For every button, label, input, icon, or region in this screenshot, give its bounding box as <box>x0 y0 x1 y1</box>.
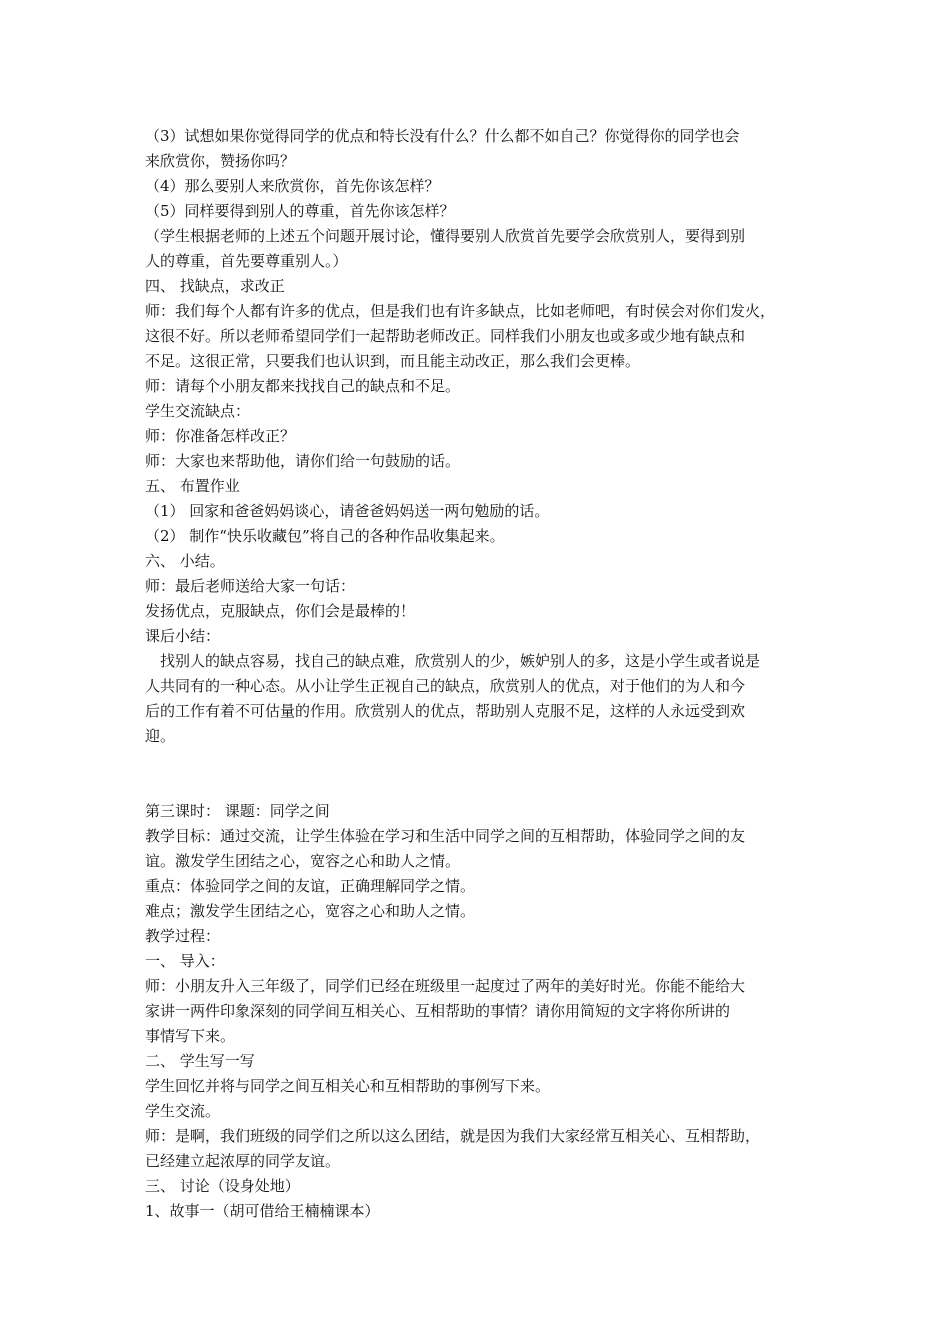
text-line: 谊。激发学生团结之心，宽容之心和助人之情。 <box>145 852 461 870</box>
text-line: 师：我们每个人都有许多的优点，但是我们也有许多缺点，比如老师吧，有时侯会对你们发火， <box>145 302 776 320</box>
section-heading: 三、 讨论（设身处地） <box>145 1177 300 1195</box>
summary-line: 迎。 <box>145 727 176 745</box>
text-line: 课后小结： <box>145 627 221 645</box>
text-line: 不足。这很正常，只要我们也认识到，而且能主动改正，那么我们会更棒。 <box>145 352 641 370</box>
text-line: 师：大家也来帮助他，请你们给一句鼓励的话。 <box>145 452 461 470</box>
text-line: （学生根据老师的上述五个问题开展讨论，懂得要别人欣赏首先要学会欣赏别人，要得到别 <box>145 227 746 245</box>
text-line: 人的尊重，首先要尊重别人。） <box>145 252 348 270</box>
text-line: 师：是啊，我们班级的同学们之所以这么团结，就是因为我们大家经常互相关心、互相帮助， <box>145 1127 761 1145</box>
text-line: 师：小朋友升入三年级了，同学们已经在班级里一起度过了两年的美好时光。你能不能给大 <box>145 977 746 995</box>
text-line: 家讲一两件印象深刻的同学间互相关心、互相帮助的事情？请你用简短的文字将你所讲的 <box>145 1002 731 1020</box>
summary-line: 后的工作有着不可估量的作用。欣赏别人的优点，帮助别人克服不足，这样的人永远受到欢 <box>145 702 746 720</box>
third-lesson-section <box>145 799 811 1224</box>
summary-line: 找别人的缺点容易，找自己的缺点难，欣赏别人的少，嫉妒别人的多，这是小学生或者说是 <box>160 652 761 670</box>
summary-line: 人共同有的一种心态。从小让学生正视自己的缺点，欣赏别人的优点，对于他们的为人和今 <box>145 677 746 695</box>
text-line: 师：最后老师送给大家一句话： <box>145 577 356 595</box>
text-line: 发扬优点，克服缺点，你们会是最棒的！ <box>145 602 416 620</box>
text-line: 已经建立起浓厚的同学友谊。 <box>145 1152 341 1170</box>
text-line: 重点：体验同学之间的友谊，正确理解同学之情。 <box>145 877 476 895</box>
text-line: 教学过程： <box>145 927 221 945</box>
section-heading: 五、 布置作业 <box>145 477 240 495</box>
text-line: 1、故事一（胡可借给王楠楠课本） <box>145 1202 380 1220</box>
text-line: 学生交流缺点： <box>145 402 251 420</box>
text-line: 这很不好。所以老师希望同学们一起帮助老师改正。同样我们小朋友也或多或少地有缺点和 <box>145 327 746 345</box>
text-line: 师：请每个小朋友都来找找自己的缺点和不足。 <box>145 377 461 395</box>
lesson-title: 第三课时： 课题：同学之间 <box>145 802 330 820</box>
section-heading: 六、 小结。 <box>145 552 225 570</box>
text-line: 学生交流。 <box>145 1102 221 1120</box>
section-heading: 一、 导入： <box>145 952 225 970</box>
text-line: 教学目标：通过交流，让学生体验在学习和生活中同学之间的互相帮助，体验同学之间的友 <box>145 827 746 845</box>
homework-item: （1） 回家和爸爸妈妈谈心，请爸爸妈妈送一两句勉励的话。 <box>145 502 550 520</box>
section-heading: 四、 找缺点，求改正 <box>145 277 285 295</box>
section-heading: 二、 学生写一写 <box>145 1052 255 1070</box>
document-body <box>145 124 811 1224</box>
text-line: （4）那么要别人来欣赏你，首先你该怎样？ <box>145 177 440 195</box>
homework-item: （2） 制作“快乐收藏包”将自己的各种作品收集起来。 <box>145 527 505 545</box>
post-class-summary <box>145 649 811 749</box>
text-line: （5）同样要得到别人的尊重，首先你该怎样？ <box>145 202 455 220</box>
text-line: 事情写下来。 <box>145 1027 236 1045</box>
text-line: 学生回忆并将与同学之间互相关心和互相帮助的事例写下来。 <box>145 1077 551 1095</box>
text-line: （3）试想如果你觉得同学的优点和特长没有什么？什么都不如自己？你觉得你的同学也会 <box>145 127 740 145</box>
section-spacer <box>145 749 811 799</box>
text-line: 难点；激发学生团结之心，宽容之心和助人之情。 <box>145 902 476 920</box>
text-line: 师：你准备怎样改正？ <box>145 427 296 445</box>
lesson-discussion-section <box>145 124 811 649</box>
text-line: 来欣赏你，赞扬你吗？ <box>145 152 296 170</box>
